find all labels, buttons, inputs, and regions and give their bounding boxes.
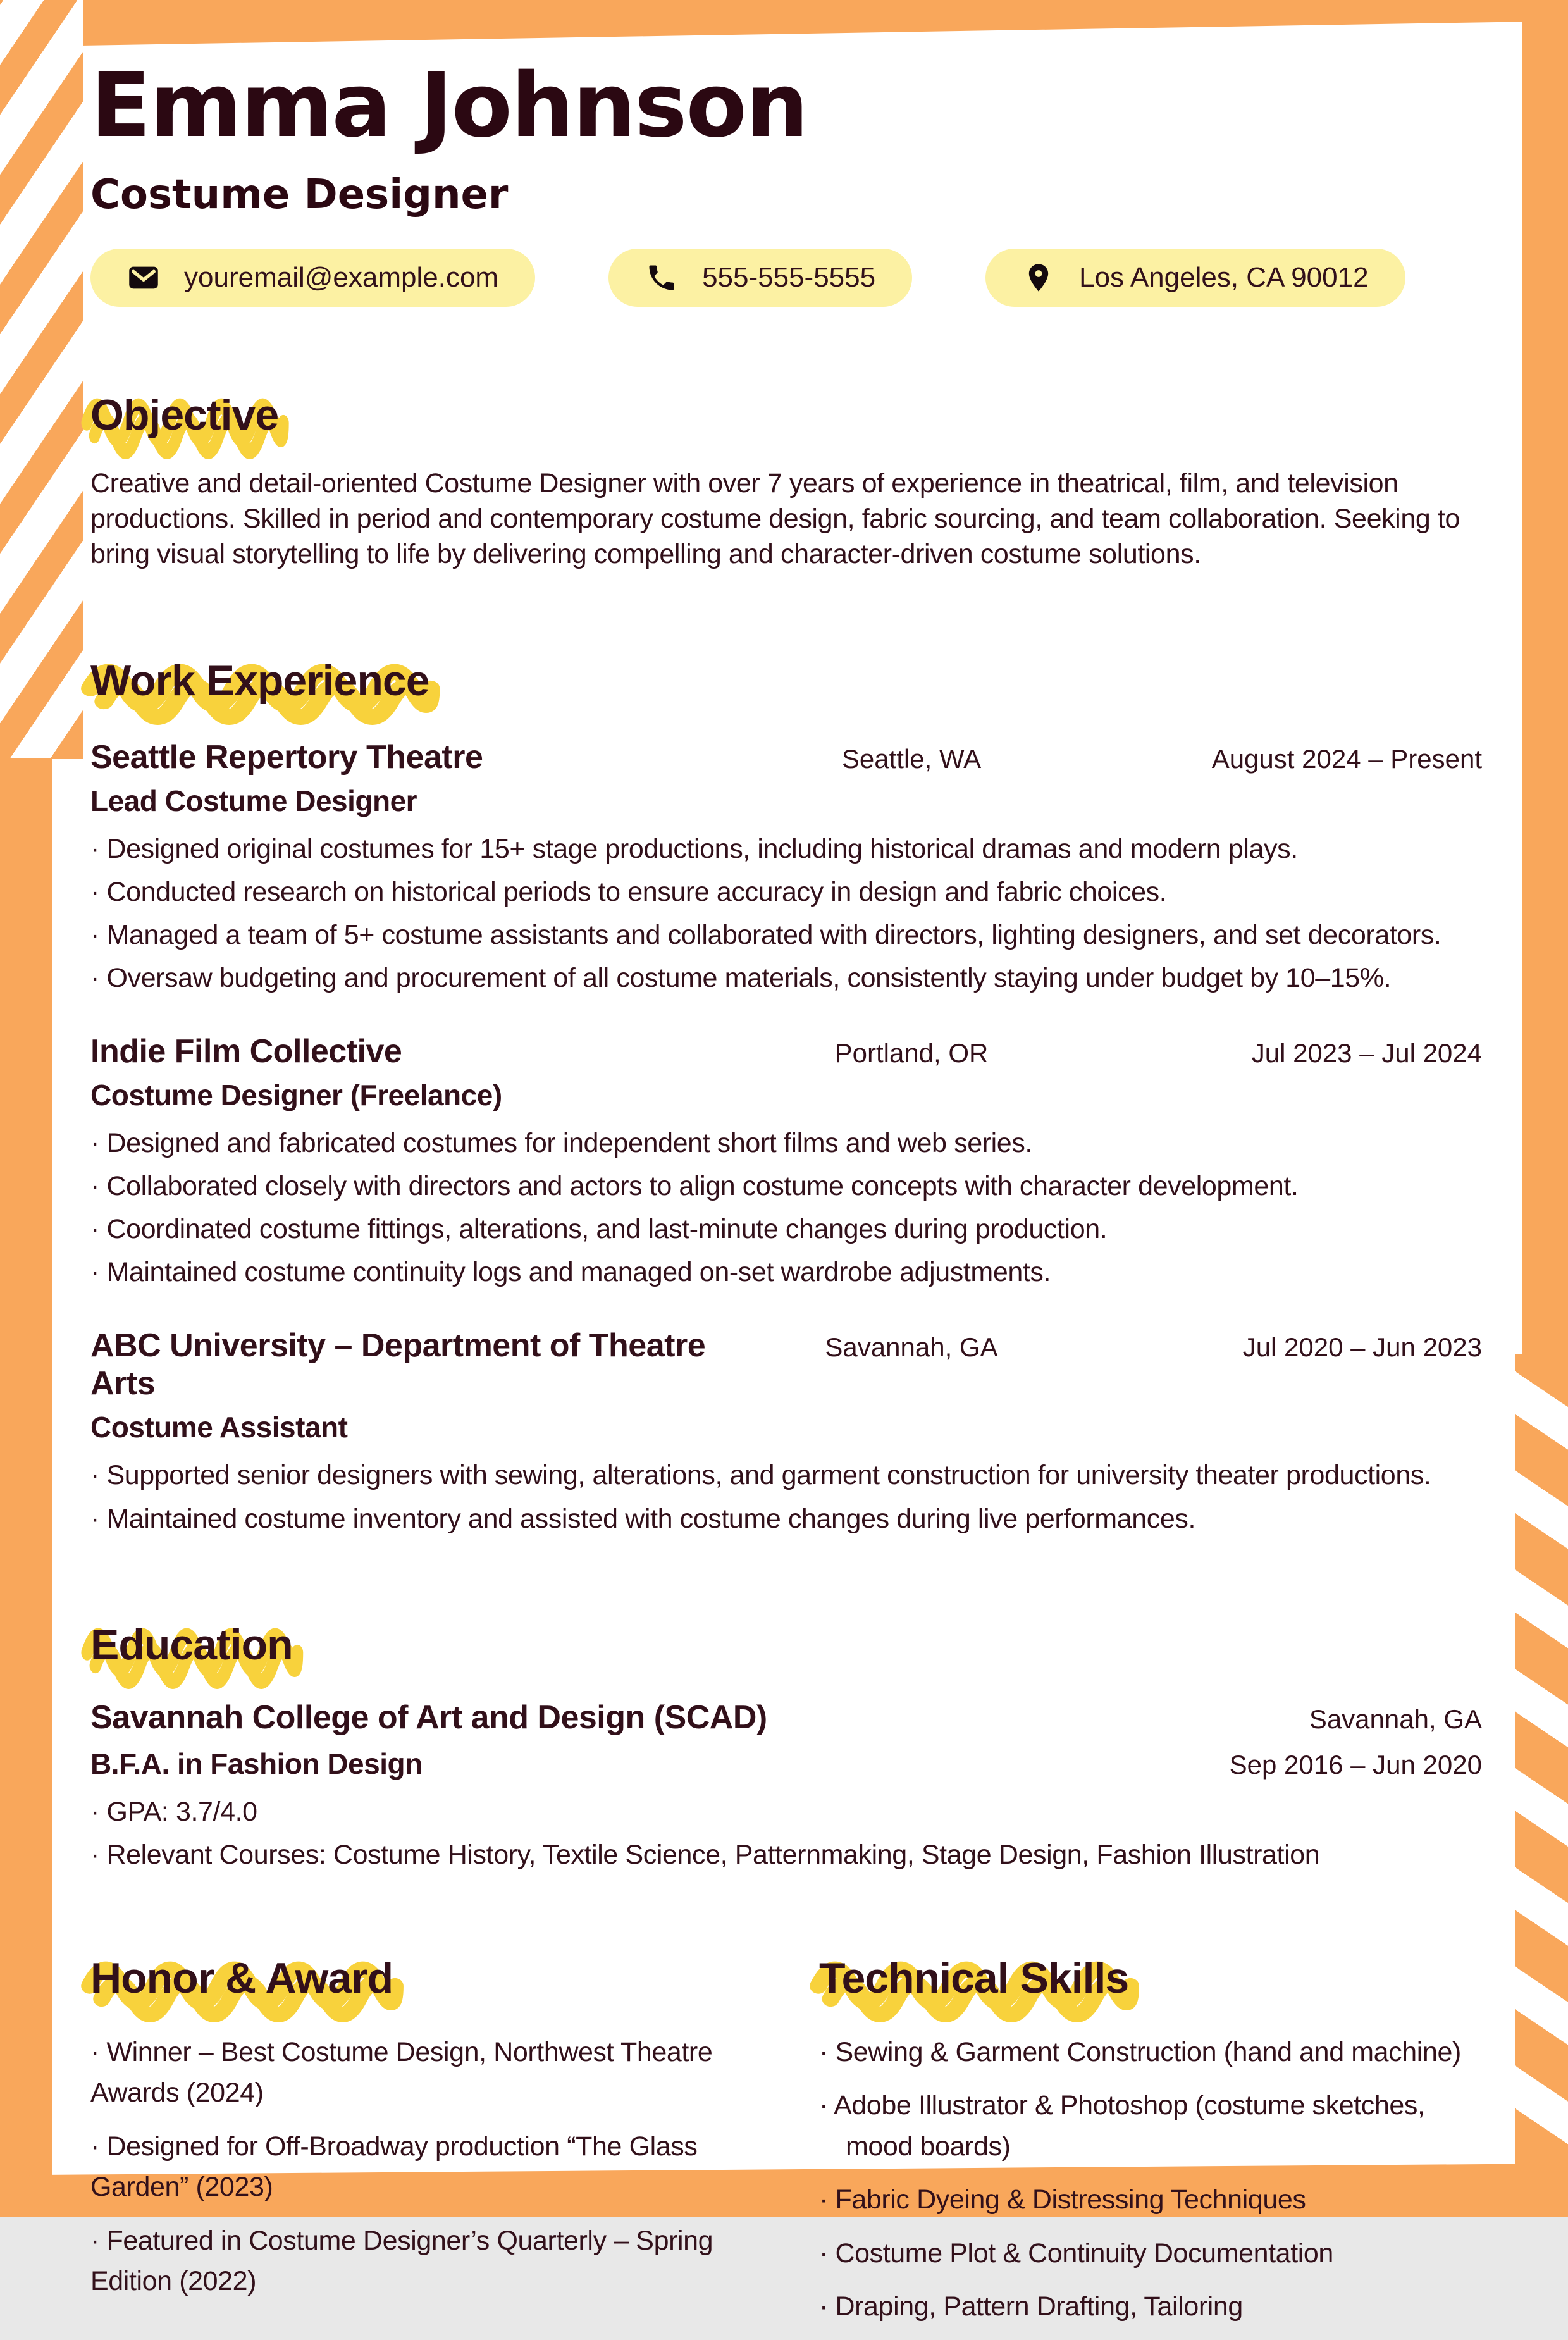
job-entry: [90, 1327, 1482, 1536]
section-education: [90, 1620, 1482, 1873]
job-bullet: · Conducted research on historical periods to ensure accuracy in design and fabric choices.: [90, 875, 1482, 910]
job-bullets: [90, 832, 1482, 996]
objective-text: Creative and detail-oriented Costume Designer with over 7 years of experience in theatrical, film, and television productions. Skilled in period and contemporary costume design, fabric sourcing, and team collaboration. Seeking to bring visual storytelling to life by delivering compelling and character-driven costume solutions.: [90, 468, 1460, 570]
job-bullet: · Coordinated costume fittings, alterations, and last-minute changes during production.: [90, 1212, 1482, 1247]
skills-list: [819, 2032, 1482, 2327]
location-pin-icon: [1022, 261, 1055, 294]
objective-heading: Objective: [90, 390, 278, 440]
email-pill: [90, 249, 535, 307]
job-header: [90, 1032, 1482, 1070]
left-border-bar: [0, 758, 52, 2217]
section-work-experience: [90, 656, 1482, 1537]
phone-icon: [645, 261, 678, 294]
job-dates: Jul 2020 – Jun 2023: [1242, 1332, 1482, 1363]
right-diagonal-stripes: [1515, 1354, 1568, 2165]
job-bullet: · Oversaw budgeting and procurement of all costume materials, consistently staying under budget by 10–15%.: [90, 961, 1482, 996]
job-bullet: · Maintained costume continuity logs and managed on-set wardrobe adjustments.: [90, 1255, 1482, 1290]
contact-row: [90, 249, 1482, 307]
job-entry: [90, 1032, 1482, 1290]
education-location: Savannah, GA: [1309, 1704, 1482, 1734]
job-title: Costume Assistant: [90, 1411, 348, 1444]
job-header: [90, 1327, 1482, 1402]
job-title: Costume Designer (Freelance): [90, 1079, 502, 1112]
resume-content: [90, 0, 1482, 2340]
job-bullet: · Supported senior designers with sewing, alterations, and garment construction for university theater productions.: [90, 1458, 1482, 1493]
job-dates: August 2024 – Present: [1211, 744, 1482, 774]
job-location: Portland, OR: [834, 1038, 989, 1068]
skill-item: · Fabric Dyeing & Distressing Techniques: [819, 2179, 1482, 2220]
honors-heading: Honor & Award: [90, 1953, 393, 2003]
phone-pill: [608, 249, 912, 307]
job-dates: Jul 2023 – Jul 2024: [1251, 1038, 1482, 1068]
education-school-row: [90, 1699, 1482, 1736]
skill-item: · Draping, Pattern Drafting, Tailoring: [819, 2286, 1482, 2327]
section-technical-skills: [819, 1953, 1482, 2340]
section-objective: [90, 390, 1482, 573]
honors-list: [90, 2032, 742, 2302]
skill-item: · Costume Plot & Continuity Documentation: [819, 2233, 1482, 2274]
job-bullet: · Managed a team of 5+ costume assistants and collaborated with directors, lighting designers, and set decorators.: [90, 918, 1482, 953]
education-bullet: · Relevant Courses: Costume History, Textile Science, Patternmaking, Stage Design, Fashion Illustration: [90, 1838, 1482, 1873]
honor-item: · Winner – Best Costume Design, Northwest Theatre Awards (2024): [90, 2032, 742, 2114]
section-honors: [90, 1953, 742, 2340]
job-company: ABC University – Department of Theatre Arts: [90, 1327, 706, 1402]
location-pill: [985, 249, 1405, 307]
job-bullets: [90, 1126, 1482, 1290]
job-bullet: · Designed and fabricated costumes for independent short films and web series.: [90, 1126, 1482, 1161]
education-dates: Sep 2016 – Jun 2020: [1229, 1749, 1482, 1780]
mail-icon: [127, 261, 160, 294]
right-border-bar: [1522, 0, 1568, 1355]
honor-item: · Featured in Costume Designer’s Quarterly – Spring Edition (2022): [90, 2220, 742, 2302]
left-diagonal-stripes: [0, 0, 83, 759]
education-degree: B.F.A. in Fashion Design: [90, 1747, 423, 1780]
education-bullets: [90, 1795, 1482, 1873]
job-title: Lead Costume Designer: [90, 784, 417, 818]
job-bullets: [90, 1458, 1482, 1536]
phone-text: 555-555-5555: [702, 262, 876, 294]
skill-item: · Adobe Illustrator & Photoshop (costume sketches, mood boards): [819, 2085, 1482, 2167]
job-bullet: · Maintained costume inventory and assisted with costume changes during live performances.: [90, 1502, 1482, 1537]
job-entry: [90, 738, 1482, 996]
technical-skills-heading: Technical Skills: [819, 1953, 1128, 2003]
education-school: Savannah College of Art and Design (SCAD): [90, 1699, 767, 1736]
job-location: Savannah, GA: [825, 1332, 998, 1363]
bottom-two-column: [90, 1953, 1482, 2340]
education-bullet: · GPA: 3.7/4.0: [90, 1795, 1482, 1829]
job-header: [90, 738, 1482, 776]
location-text: Los Angeles, CA 90012: [1079, 262, 1369, 294]
skill-item: · Sewing & Garment Construction (hand and machine): [819, 2032, 1482, 2073]
person-name: Emma Johnson: [90, 54, 808, 158]
education-degree-row: [90, 1747, 1482, 1781]
person-job-title: Costume Designer: [90, 171, 509, 219]
job-bullet: · Collaborated closely with directors and actors to align costume concepts with character development.: [90, 1169, 1482, 1204]
job-company: Seattle Repertory Theatre: [90, 739, 483, 776]
email-text: youremail@example.com: [184, 262, 499, 294]
education-heading: Education: [90, 1620, 293, 1669]
work-experience-heading: Work Experience: [90, 656, 429, 705]
job-company: Indie Film Collective: [90, 1033, 402, 1070]
honor-item: · Designed for Off-Broadway production “The Glass Garden” (2023): [90, 2126, 742, 2208]
job-bullet: · Designed original costumes for 15+ stage productions, including historical dramas and modern plays.: [90, 832, 1482, 867]
job-location: Seattle, WA: [841, 744, 982, 774]
